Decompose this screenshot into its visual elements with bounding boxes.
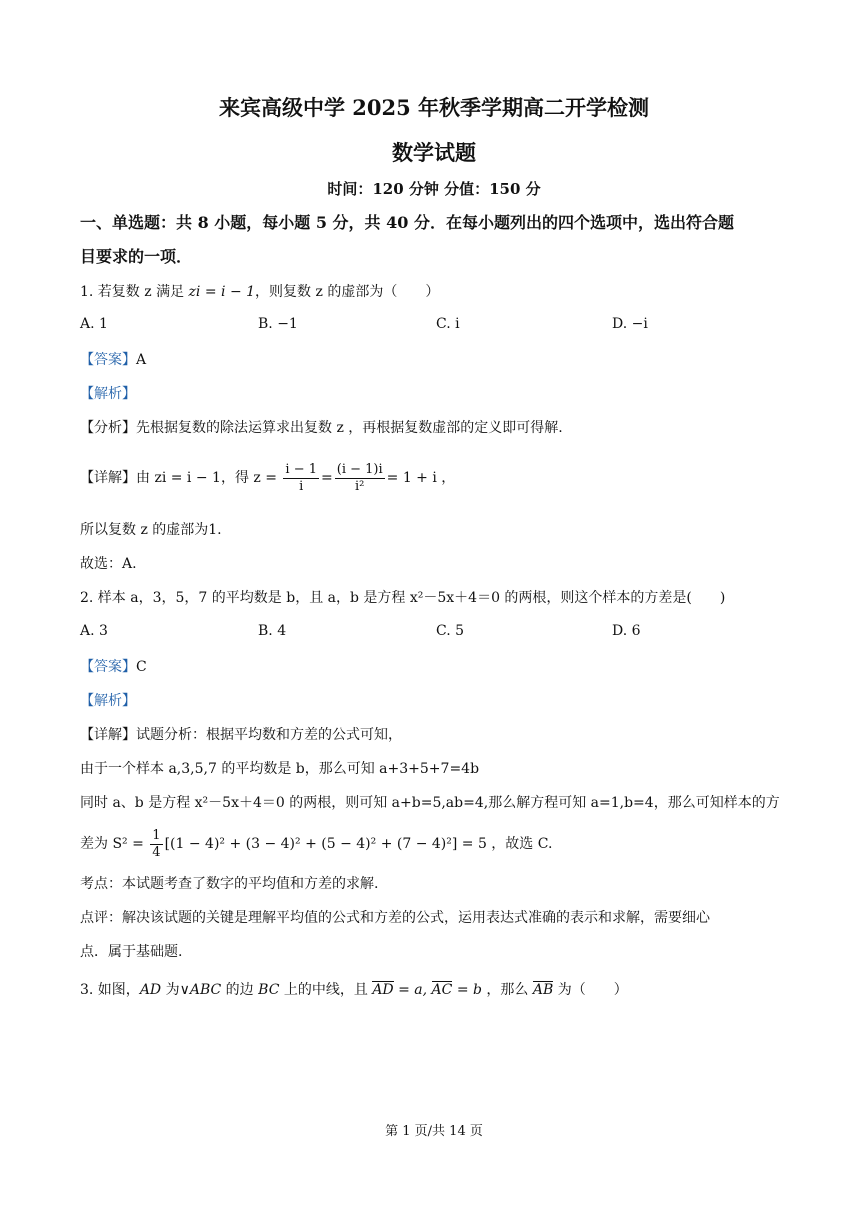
q1-option-d: D. −i xyxy=(612,316,648,332)
q2-frac-num: 1 xyxy=(152,827,161,843)
q2-detail-line4 xyxy=(80,824,552,864)
q1-stem-math: zi = i − 1 xyxy=(188,284,256,300)
q2-frac-den: 4 xyxy=(152,844,161,860)
section-heading-line2: 目要求的一项． xyxy=(80,247,193,266)
section-heading-line1: 一、单选题：共 8 小题，每小题 5 分，共 40 分．在每小题列出的四个选项中，选出符合题 xyxy=(80,213,734,232)
q1-answer-value: A xyxy=(136,352,147,368)
q3-stem-c: 的边 xyxy=(221,982,259,998)
q2-kaodian: 考点：本试题考查了数字的平均值和方差的求解. xyxy=(80,876,379,892)
q3-eq1: = a, xyxy=(393,982,432,998)
q3-ad: AD xyxy=(139,982,162,998)
q3-vec-ac: AC xyxy=(431,982,453,998)
q3-stem-f: 为（ ） xyxy=(553,982,628,998)
q2-option-d: D. 6 xyxy=(612,623,641,639)
q3-vec-ab: AB xyxy=(532,982,554,998)
q1-detail: 【详解】由 zi = i − 1，得 z = $\frac{i - 1}{i}$ = $\frac{(i - 1)i}{\text{i²}}$ = 1 + i ， xyxy=(80,461,456,494)
q1-frac2-num: (i − 1)i xyxy=(336,461,383,477)
q2-option-b: B. 4 xyxy=(258,623,287,639)
q2-answer xyxy=(80,657,147,677)
q2-dianping-line1: 点评：解决该试题的关键是理解平均值的公式和方差的公式，运用表达式准确的表示和求解，需要细心 xyxy=(80,910,710,926)
q1-answer xyxy=(80,350,146,370)
q1-stem-a: 1. 若复数 z 满足 xyxy=(80,284,189,300)
q1-conclusion: 所以复数 z 的虚部为1. xyxy=(80,522,222,538)
q3-bc: BC xyxy=(258,982,280,998)
q1-option-c: C. i xyxy=(436,316,460,332)
q1-detail-tag: 【详解】 xyxy=(80,470,136,486)
q1-option-a: A. 1 xyxy=(80,316,108,332)
page-footer: 第 1 页/共 14 页 xyxy=(385,1124,483,1139)
q2-option-a: A. 3 xyxy=(80,623,108,639)
q1-fenxi xyxy=(80,418,563,438)
q2-detail-tag: 【详解】 xyxy=(80,727,136,743)
q2-stem: 2. 样本 a，3，5，7 的平均数是 b，且 a，b 是方程 x²－5x＋4＝0 的两根，则这个样本的方差是( ) xyxy=(80,590,726,606)
q2-answer-tag: 【答案】 xyxy=(80,659,136,675)
q2-detail-4b: [(1 − 4)² + (3 − 4)² + (5 − 4)² + (7 − 4)²] = 5 ，故选 C. xyxy=(164,836,553,852)
q2-detail-4a: 差为 S² = xyxy=(80,836,144,852)
q2-answer-value: C xyxy=(136,659,147,675)
q1-answer-tag: 【答案】 xyxy=(80,352,136,368)
q1-choose: 故选：A. xyxy=(80,556,137,572)
q2-analysis-tag: 【解析】 xyxy=(80,693,136,709)
q1-detail-a: 由 zi = i − 1，得 z = xyxy=(136,470,277,486)
q3-stem-b: 为 xyxy=(161,982,180,998)
q3-stem-d: 上的中线，且 xyxy=(279,982,373,998)
q3-stem xyxy=(80,980,628,1000)
q3-triangle: ∨ABC xyxy=(179,982,222,998)
q1-analysis-tag: 【解析】 xyxy=(80,386,136,402)
q2-dianping-line2: 点．属于基础题. xyxy=(80,944,183,960)
q2-detail-line2: 由于一个样本 a,3,5,7 的平均数是 b，那么可知 a+3+5+7=4b xyxy=(80,761,480,777)
q3-eq2: = b xyxy=(452,982,482,998)
q3-stem-e: ，那么 xyxy=(481,982,533,998)
q2-detail-1: 试题分析：根据平均数和方差的公式可知， xyxy=(136,727,402,743)
q3-vec-ad: AD xyxy=(372,982,394,998)
exam-subject: 数学试题 xyxy=(392,140,476,165)
exam-title: 来宾高级中学 2025 年秋季学期高二开学检测 xyxy=(218,95,650,120)
q2-option-c: C. 5 xyxy=(436,623,465,639)
q3-stem-a: 3. 如图， xyxy=(80,982,140,998)
q1-frac2-den: i² xyxy=(355,478,365,494)
q1-fraction-1 xyxy=(283,462,319,495)
exam-info: 时间：120 分钟 分值：150 分 xyxy=(327,180,541,198)
q1-frac1-num: i − 1 xyxy=(285,461,318,477)
q1-detail-b: = 1 + i ， xyxy=(386,470,456,486)
q2-fraction xyxy=(150,828,162,861)
q1-fraction-2 xyxy=(335,462,385,495)
q1-option-b: B. −1 xyxy=(258,316,298,332)
q2-detail-line1 xyxy=(80,725,402,745)
q1-fenxi-text: 先根据复数的除法运算求出复数 z ，再根据复数虚部的定义即可得解. xyxy=(136,420,563,436)
q1-stem-b: ，则复数 z 的虚部为（ ） xyxy=(255,284,440,300)
q1-frac1-den: i xyxy=(299,478,304,494)
q1-stem xyxy=(80,282,439,302)
q1-fenxi-tag: 【分析】 xyxy=(80,420,136,436)
q2-detail-line3: 同时 a、b 是方程 x²－5x＋4＝0 的两根，则可知 a+b=5,ab=4,那么解方程可知 a=1,b=4，那么可知样本的方 xyxy=(80,795,780,811)
